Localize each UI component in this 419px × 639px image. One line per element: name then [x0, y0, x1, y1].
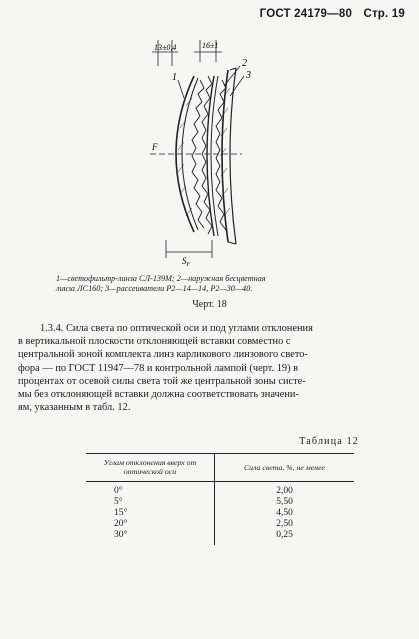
- sf-label: $S_F$: [182, 256, 191, 266]
- paragraph-line: ям, указанным в табл. 12.: [18, 402, 131, 414]
- caption-line: линза ЛС160; 3—рассеиватели Р2—14—14, Р2—30—40.: [56, 284, 253, 293]
- page-number: Стр. 19: [363, 8, 405, 20]
- paragraph-line: мы без отклоняющей вставки должна соответствовать значени-: [18, 389, 299, 401]
- caption-line: 1—светофильтр-линза СЛ-139М; 2—наружная бесцветная: [56, 274, 266, 283]
- page-header: [252, 8, 405, 20]
- focus-label: F: [152, 142, 158, 152]
- table-row: [86, 519, 354, 530]
- column-header-intensity: Сила света, %, не менее: [215, 454, 355, 482]
- part-label-1: 1: [172, 72, 177, 83]
- angle-cell: 0°: [86, 482, 215, 498]
- table-row: [86, 497, 354, 508]
- value-cell: 0,25: [276, 530, 293, 540]
- section-paragraph: [18, 322, 396, 414]
- paragraph-line: фора — по ГОСТ 11947—78 и контрольной лампой (черт. 19) в: [18, 362, 299, 374]
- angle-cell: 15°: [86, 508, 215, 519]
- paragraph-line: в вертикальной плоскости отклоняющей вставки совместно с: [18, 336, 291, 348]
- dim-label-13: 13±0,4: [154, 43, 177, 52]
- angle-cell: 20°: [86, 519, 215, 530]
- paragraph-line: 1.3.4. Сила света по оптической оси и под углами отклонения: [40, 323, 313, 334]
- value-cell: 2,50: [276, 519, 293, 529]
- angle-cell: 5°: [86, 497, 215, 508]
- value-cell: 5,50: [276, 497, 293, 507]
- part-label-2: 2: [242, 58, 247, 69]
- table-row: [86, 530, 354, 545]
- lens-drawing: [150, 36, 350, 266]
- value-cell: 4,50: [276, 508, 293, 518]
- standard-number: ГОСТ 24179—80: [259, 8, 353, 20]
- value-cell: 2,00: [276, 486, 293, 496]
- angle-cell: 30°: [86, 530, 215, 545]
- paragraph-line: центральной зоной комплекта линз карликового линзового свето-: [18, 349, 308, 361]
- part-label-3: 3: [246, 70, 251, 81]
- table-row: [86, 482, 354, 498]
- figure-caption: [56, 274, 356, 294]
- table-row: [86, 508, 354, 519]
- table-title: Таблица 12: [299, 436, 359, 447]
- dim-label-16: 16±1: [202, 41, 219, 50]
- figure-title: Черт. 18: [192, 299, 227, 310]
- intensity-table: [86, 453, 354, 545]
- paragraph-line: процентах от осевой силы света той же центральной зоны систе-: [18, 375, 306, 387]
- column-header-angle: Углам отклонения вверх от оптической оси: [86, 454, 215, 482]
